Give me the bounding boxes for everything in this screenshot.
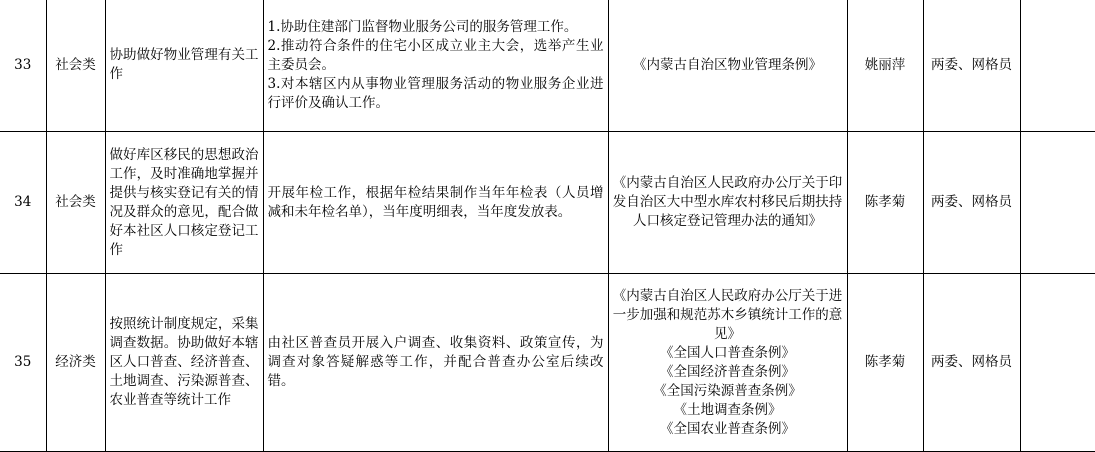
category-cell: 社会类 <box>46 0 105 132</box>
content-line: 2.推动符合条件的住宅小区成立业主大会，选举产生业主委员会。 <box>267 37 604 73</box>
table-row <box>0 132 1095 274</box>
content-cell <box>263 132 608 274</box>
table-row <box>0 274 1095 452</box>
content-line: 由社区普查员开展入户调查、收集资料、政策宣传，为调查对象答疑解惑等工作，并配合普查办公室后续改错。 <box>267 335 604 389</box>
task-cell: 协助做好物业管理有关工作 <box>105 0 263 132</box>
content-line: 3.对本辖区内从事物业管理服务活动的物业服务企业进行评价及确认工作。 <box>267 75 604 111</box>
row-number: 34 <box>0 132 46 274</box>
person-cell: 姚丽萍 <box>847 0 923 132</box>
person-cell: 陈孝菊 <box>847 132 923 274</box>
basis-line: 《内蒙古自治区物业管理条例》 <box>633 56 822 73</box>
department-cell: 两委、网格员 <box>923 0 1020 132</box>
content-cell <box>263 0 608 132</box>
row-number: 33 <box>0 0 46 132</box>
content-cell <box>263 274 608 452</box>
content-line: 1.协助住建部门监督物业服务公司的服务管理工作。 <box>267 18 578 35</box>
department-cell: 两委、网格员 <box>923 132 1020 274</box>
basis-line: 《全国农业普查条例》 <box>660 420 795 437</box>
basis-line: 《全国人口普查条例》 <box>660 344 795 361</box>
extra-cell <box>1020 274 1095 452</box>
basis-cell <box>608 274 847 452</box>
basis-line: 《全国经济普查条例》 <box>660 363 795 380</box>
basis-cell <box>608 132 847 274</box>
person-cell: 陈孝菊 <box>847 274 923 452</box>
category-cell: 经济类 <box>46 274 105 452</box>
category-cell: 社会类 <box>46 132 105 274</box>
task-cell: 做好库区移民的思想政治工作，及时准确地掌握并提供与核实登记有关的情况及群众的意见，配合做好本社区人口核定登记工作 <box>105 132 263 274</box>
content-line: 开展年检工作，根据年检结果制作当年年检表（人员增减和未年检名单），当年度明细表，当年度发放表。 <box>267 184 604 220</box>
basis-line: 《全国污染源普查条例》 <box>653 382 802 399</box>
basis-line: 《土地调查条例》 <box>673 401 782 418</box>
basis-line: 《内蒙古自治区人民政府办公厅关于印发自治区大中型水库农村移民后期扶持人口核定登记管理办法的通知》 <box>612 175 843 229</box>
task-cell: 按照统计制度规定，采集调查数据。协助做好本辖区人口普查、经济普查、土地调查、污染源普查、农业普查等统计工作 <box>105 274 263 452</box>
row-number: 35 <box>0 274 46 452</box>
extra-cell <box>1020 0 1095 132</box>
extra-cell <box>1020 132 1095 274</box>
table-row <box>0 0 1095 132</box>
basis-line: 《内蒙古自治区人民政府办公厅关于进一步加强和规范苏木乡镇统计工作的意见》 <box>612 287 843 342</box>
basis-cell <box>608 0 847 132</box>
department-cell: 两委、网格员 <box>923 274 1020 452</box>
